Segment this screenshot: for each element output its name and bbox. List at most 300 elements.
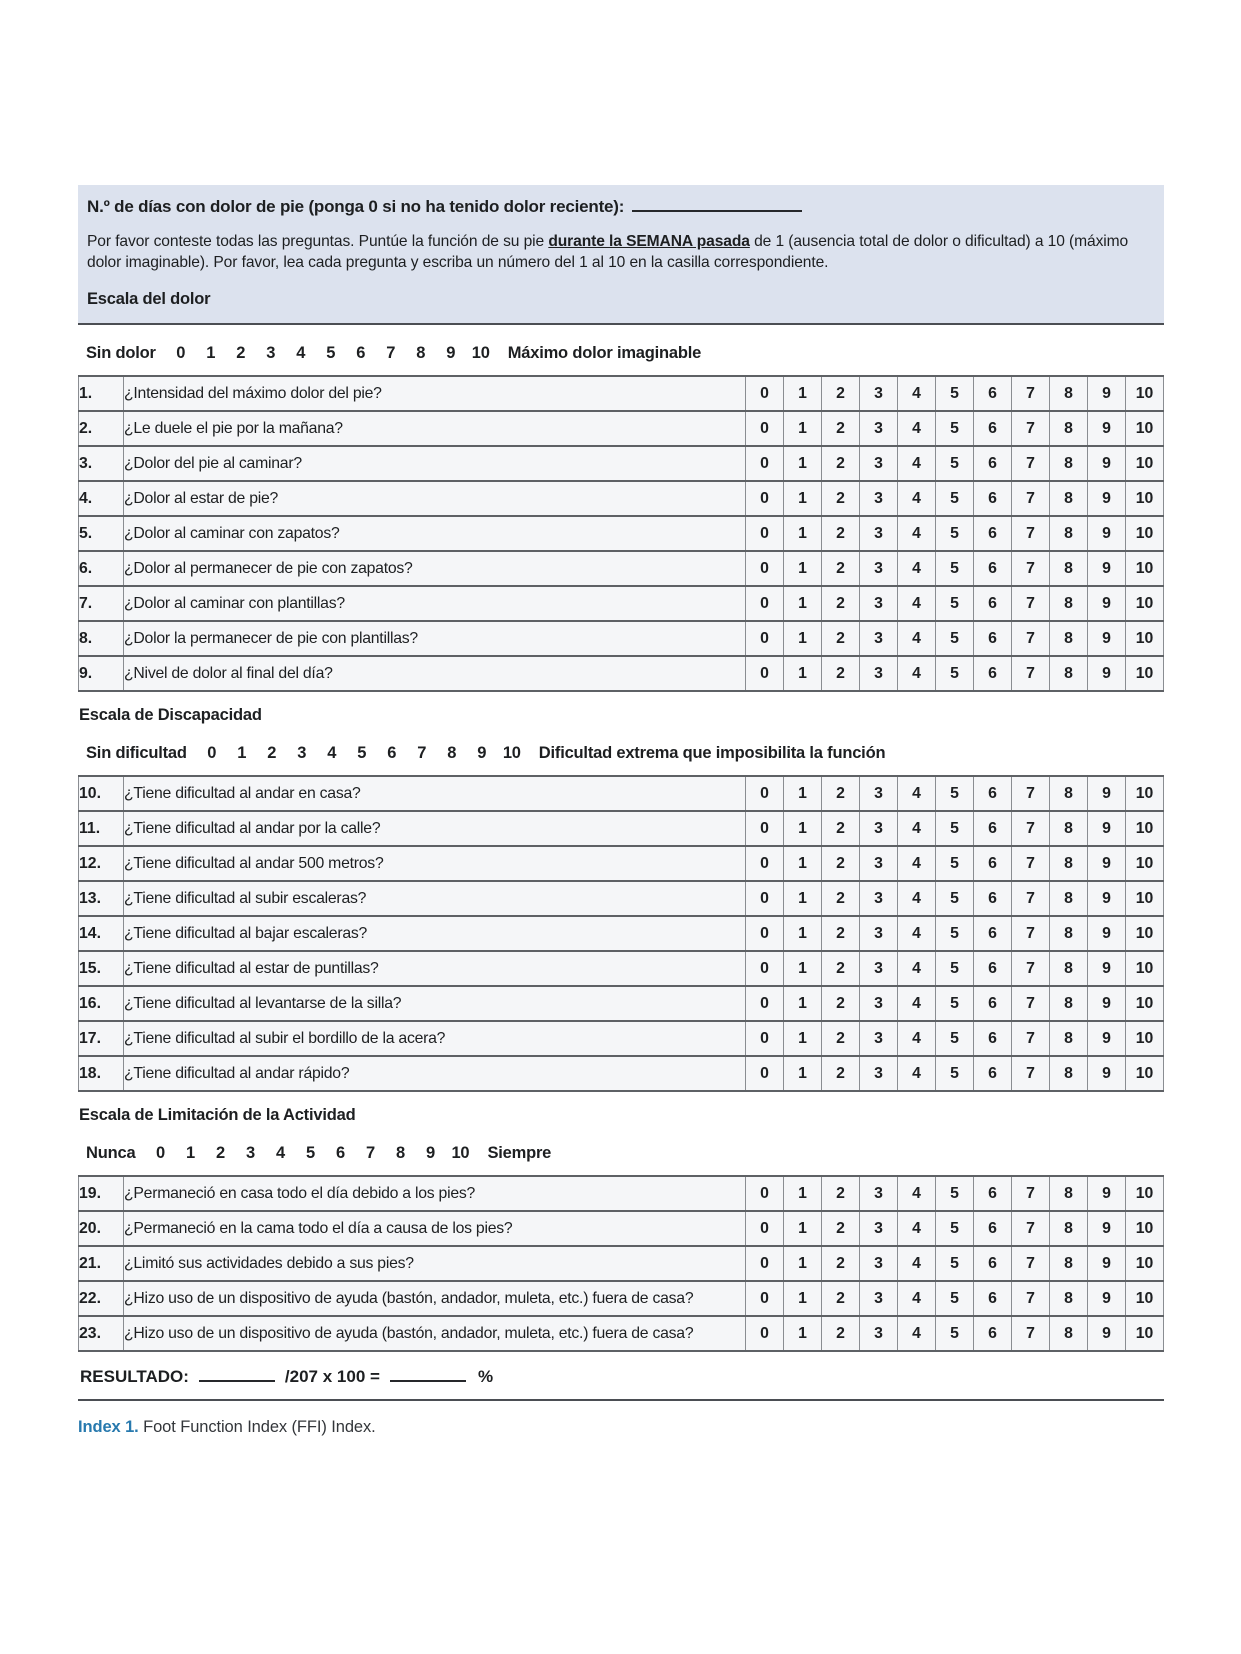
rating-cell[interactable]: 8 (1050, 1056, 1088, 1091)
rating-cell[interactable]: 3 (860, 1211, 898, 1246)
rating-cell[interactable]: 0 (746, 1056, 784, 1091)
question-row (79, 516, 1164, 551)
scale-number: 8 (395, 1144, 405, 1162)
rating-cell[interactable]: 8 (1050, 481, 1088, 516)
rating-cell[interactable]: 4 (898, 1316, 936, 1351)
rating-cell[interactable]: 1 (784, 1281, 822, 1316)
rating-cell[interactable]: 8 (1050, 986, 1088, 1021)
rating-cell[interactable]: 10 (1126, 1176, 1164, 1211)
rating-cell[interactable]: 10 (1126, 376, 1164, 411)
rating-cell[interactable]: 8 (1050, 551, 1088, 586)
rating-cell[interactable]: 9 (1088, 411, 1126, 446)
rating-cell[interactable]: 9 (1088, 621, 1126, 656)
rating-cell[interactable]: 1 (784, 446, 822, 481)
rating-cell[interactable]: 2 (822, 846, 860, 881)
rating-cell[interactable]: 3 (860, 881, 898, 916)
rating-cell[interactable]: 9 (1088, 846, 1126, 881)
rating-cell[interactable]: 4 (898, 656, 936, 691)
rating-cell[interactable]: 5 (936, 551, 974, 586)
rating-cell[interactable]: 5 (936, 1211, 974, 1246)
rating-cell[interactable]: 4 (898, 881, 936, 916)
result-score-blank[interactable] (199, 1367, 275, 1382)
rating-cell[interactable]: 7 (1012, 881, 1050, 916)
rating-cell[interactable]: 0 (746, 811, 784, 846)
rating-cell[interactable]: 9 (1088, 1056, 1126, 1091)
rating-cell[interactable]: 9 (1088, 811, 1126, 846)
rating-cell[interactable]: 6 (974, 481, 1012, 516)
rating-cell[interactable]: 8 (1050, 411, 1088, 446)
rating-cell[interactable]: 4 (898, 1176, 936, 1211)
rating-cell[interactable]: 0 (746, 376, 784, 411)
activity-limitation-section (78, 1106, 1164, 1352)
rating-cell[interactable]: 3 (860, 811, 898, 846)
rating-cell[interactable]: 0 (746, 1176, 784, 1211)
rating-cell[interactable]: 5 (936, 516, 974, 551)
scale-number: 6 (387, 744, 397, 762)
rating-cell[interactable]: 5 (936, 656, 974, 691)
rating-cell[interactable]: 3 (860, 621, 898, 656)
rating-cell[interactable]: 7 (1012, 446, 1050, 481)
rating-cell[interactable]: 5 (936, 1281, 974, 1316)
rating-cell[interactable]: 9 (1088, 516, 1126, 551)
rating-cell[interactable]: 5 (936, 916, 974, 951)
scale-number: 5 (357, 744, 367, 762)
rating-cell[interactable]: 2 (822, 881, 860, 916)
rating-cell[interactable]: 3 (860, 1281, 898, 1316)
section-title: Escala de Discapacidad (79, 706, 262, 724)
rating-cell[interactable]: 6 (974, 1281, 1012, 1316)
rating-cell[interactable]: 2 (822, 481, 860, 516)
rating-cell[interactable]: 1 (784, 951, 822, 986)
rating-cell[interactable]: 6 (974, 916, 1012, 951)
rating-cell[interactable]: 4 (898, 1281, 936, 1316)
rating-cell[interactable]: 4 (898, 446, 936, 481)
rating-cell[interactable]: 3 (860, 586, 898, 621)
rating-cell[interactable]: 10 (1126, 656, 1164, 691)
question-text: ¿Tiene dificultad al andar 500 metros? (124, 846, 746, 881)
rating-cell[interactable]: 1 (784, 621, 822, 656)
rating-cell[interactable]: 4 (898, 516, 936, 551)
rating-cell[interactable]: 2 (822, 376, 860, 411)
rating-cell[interactable]: 9 (1088, 916, 1126, 951)
rating-cell[interactable]: 9 (1088, 1176, 1126, 1211)
rating-cell[interactable]: 1 (784, 516, 822, 551)
rating-cell[interactable]: 1 (784, 1056, 822, 1091)
rating-cell[interactable]: 6 (974, 446, 1012, 481)
question-text: ¿Dolor al caminar con zapatos? (124, 516, 746, 551)
rating-cell[interactable]: 8 (1050, 811, 1088, 846)
rating-cell[interactable]: 2 (822, 1281, 860, 1316)
scale-left-label: Sin dolor (86, 344, 156, 362)
rating-cell[interactable]: 2 (822, 551, 860, 586)
rating-cell[interactable]: 9 (1088, 481, 1126, 516)
rating-cell[interactable]: 0 (746, 1021, 784, 1056)
rating-cell[interactable]: 3 (860, 1056, 898, 1091)
scale-number: 7 (365, 1144, 375, 1162)
rating-cell[interactable]: 10 (1126, 811, 1164, 846)
question-number: 23. (79, 1316, 124, 1351)
rating-cell[interactable]: 4 (898, 376, 936, 411)
rating-cell[interactable]: 4 (898, 811, 936, 846)
scale-number: 0 (207, 744, 217, 762)
rating-cell[interactable]: 5 (936, 411, 974, 446)
rating-cell[interactable]: 6 (974, 1021, 1012, 1056)
rating-cell[interactable]: 10 (1126, 621, 1164, 656)
result-percent-blank[interactable] (390, 1367, 466, 1382)
rating-cell[interactable]: 3 (860, 376, 898, 411)
scale-number: 6 (335, 1144, 345, 1162)
rating-cell[interactable]: 1 (784, 1021, 822, 1056)
rating-cell[interactable]: 9 (1088, 1281, 1126, 1316)
rating-cell[interactable]: 7 (1012, 656, 1050, 691)
question-row (79, 481, 1164, 516)
rating-cell[interactable]: 9 (1088, 586, 1126, 621)
rating-cell[interactable]: 5 (936, 481, 974, 516)
rating-cell[interactable]: 1 (784, 1211, 822, 1246)
rating-cell[interactable]: 9 (1088, 951, 1126, 986)
pain-scale-section (78, 344, 1164, 692)
rating-cell[interactable]: 2 (822, 446, 860, 481)
rating-cell[interactable]: 5 (936, 446, 974, 481)
rating-cell[interactable]: 7 (1012, 1021, 1050, 1056)
rating-cell[interactable]: 3 (860, 1246, 898, 1281)
rating-cell[interactable]: 5 (936, 1021, 974, 1056)
rating-cell[interactable]: 10 (1126, 846, 1164, 881)
rating-cell[interactable]: 2 (822, 811, 860, 846)
rating-cell[interactable]: 7 (1012, 376, 1050, 411)
rating-cell[interactable]: 7 (1012, 1316, 1050, 1351)
rating-cell[interactable]: 4 (898, 621, 936, 656)
question-text: ¿Tiene dificultad al subir el bordillo de la acera? (124, 1021, 746, 1056)
rating-cell[interactable]: 7 (1012, 916, 1050, 951)
question-row (79, 811, 1164, 846)
scale-right-label: Máximo dolor imaginable (507, 344, 702, 362)
rating-cell[interactable]: 10 (1126, 1056, 1164, 1091)
rating-cell[interactable]: 0 (746, 551, 784, 586)
rating-cell[interactable]: 6 (974, 586, 1012, 621)
rating-cell[interactable]: 2 (822, 1211, 860, 1246)
rating-cell[interactable]: 6 (974, 1056, 1012, 1091)
rating-cell[interactable]: 2 (822, 516, 860, 551)
rating-cell[interactable]: 3 (860, 481, 898, 516)
rating-cell[interactable]: 10 (1126, 516, 1164, 551)
rating-cell[interactable]: 8 (1050, 1316, 1088, 1351)
rating-cell[interactable]: 1 (784, 656, 822, 691)
rating-cell[interactable]: 5 (936, 881, 974, 916)
rating-cell[interactable]: 6 (974, 776, 1012, 811)
rating-cell[interactable]: 6 (974, 846, 1012, 881)
rating-cell[interactable]: 0 (746, 586, 784, 621)
question-row (79, 411, 1164, 446)
rating-cell[interactable]: 4 (898, 951, 936, 986)
rating-cell[interactable]: 1 (784, 1246, 822, 1281)
rating-cell[interactable]: 6 (974, 986, 1012, 1021)
rating-cell[interactable]: 6 (974, 516, 1012, 551)
rating-cell[interactable]: 0 (746, 446, 784, 481)
rating-cell[interactable]: 1 (784, 1316, 822, 1351)
rating-cell[interactable]: 1 (784, 481, 822, 516)
rating-cell[interactable]: 0 (746, 656, 784, 691)
rating-cell[interactable]: 8 (1050, 916, 1088, 951)
question-row (79, 551, 1164, 586)
result-formula: /207 x 100 = (284, 1367, 380, 1386)
rating-cell[interactable]: 10 (1126, 881, 1164, 916)
rating-cell[interactable]: 9 (1088, 446, 1126, 481)
rating-cell[interactable]: 7 (1012, 1246, 1050, 1281)
rating-cell[interactable]: 0 (746, 776, 784, 811)
rating-cell[interactable]: 2 (822, 1246, 860, 1281)
rating-cell[interactable]: 5 (936, 1056, 974, 1091)
rating-cell[interactable]: 6 (974, 1316, 1012, 1351)
rating-cell[interactable]: 3 (860, 551, 898, 586)
question-text: ¿Hizo uso de un dispositivo de ayuda (bastón, andador, muleta, etc.) fuera de casa? (124, 1281, 746, 1316)
rating-cell[interactable]: 2 (822, 986, 860, 1021)
rating-cell[interactable]: 3 (860, 846, 898, 881)
rating-cell[interactable]: 4 (898, 1056, 936, 1091)
rating-cell[interactable]: 4 (898, 586, 936, 621)
rating-cell[interactable]: 0 (746, 846, 784, 881)
rating-cell[interactable]: 2 (822, 1316, 860, 1351)
rating-cell[interactable]: 6 (974, 621, 1012, 656)
rating-cell[interactable]: 3 (860, 516, 898, 551)
rating-cell[interactable]: 7 (1012, 621, 1050, 656)
question-text: ¿Tiene dificultad al andar por la calle? (124, 811, 746, 846)
rating-cell[interactable]: 10 (1126, 411, 1164, 446)
rating-cell[interactable]: 0 (746, 621, 784, 656)
rating-cell[interactable]: 7 (1012, 516, 1050, 551)
rating-cell[interactable]: 4 (898, 481, 936, 516)
rating-cell[interactable]: 1 (784, 846, 822, 881)
rating-cell[interactable]: 7 (1012, 1281, 1050, 1316)
rating-cell[interactable]: 9 (1088, 656, 1126, 691)
rating-cell[interactable]: 2 (822, 411, 860, 446)
rating-cell[interactable]: 4 (898, 411, 936, 446)
scale-number: 2 (215, 1144, 225, 1162)
rating-cell[interactable]: 1 (784, 776, 822, 811)
rating-cell[interactable]: 2 (822, 1176, 860, 1211)
rating-cell[interactable]: 7 (1012, 481, 1050, 516)
rating-cell[interactable]: 8 (1050, 1281, 1088, 1316)
rating-cell[interactable]: 1 (784, 881, 822, 916)
rating-cell[interactable]: 8 (1050, 376, 1088, 411)
rating-cell[interactable]: 5 (936, 586, 974, 621)
rating-cell[interactable]: 10 (1126, 1021, 1164, 1056)
rating-cell[interactable]: 0 (746, 411, 784, 446)
question-row (79, 1211, 1164, 1246)
rating-cell[interactable]: 2 (822, 656, 860, 691)
scale-number: 4 (327, 744, 337, 762)
question-number: 22. (79, 1281, 124, 1316)
rating-cell[interactable]: 7 (1012, 551, 1050, 586)
rating-cell[interactable]: 10 (1126, 986, 1164, 1021)
rating-cell[interactable]: 8 (1050, 586, 1088, 621)
rating-cell[interactable]: 6 (974, 656, 1012, 691)
rating-cell[interactable]: 8 (1050, 1176, 1088, 1211)
rating-cell[interactable]: 7 (1012, 951, 1050, 986)
rating-cell[interactable]: 9 (1088, 776, 1126, 811)
rating-cell[interactable]: 4 (898, 1021, 936, 1056)
question-row (79, 376, 1164, 411)
scale-number: 10 (502, 744, 521, 762)
rating-cell[interactable]: 9 (1088, 1211, 1126, 1246)
rating-cell[interactable]: 4 (898, 551, 936, 586)
rating-cell[interactable]: 10 (1126, 916, 1164, 951)
rating-cell[interactable]: 9 (1088, 376, 1126, 411)
rating-cell[interactable]: 0 (746, 881, 784, 916)
rating-cell[interactable]: 6 (974, 1176, 1012, 1211)
rating-cell[interactable]: 8 (1050, 951, 1088, 986)
rating-cell[interactable]: 6 (974, 376, 1012, 411)
rating-cell[interactable]: 9 (1088, 1246, 1126, 1281)
rating-cell[interactable]: 7 (1012, 846, 1050, 881)
rating-cell[interactable]: 9 (1088, 881, 1126, 916)
rating-cell[interactable]: 0 (746, 516, 784, 551)
rating-cell[interactable]: 7 (1012, 1176, 1050, 1211)
rating-cell[interactable]: 2 (822, 916, 860, 951)
rating-cell[interactable]: 4 (898, 1211, 936, 1246)
rating-cell[interactable]: 10 (1126, 446, 1164, 481)
rating-cell[interactable]: 6 (974, 411, 1012, 446)
rating-cell[interactable]: 3 (860, 916, 898, 951)
scale-number: 3 (297, 744, 307, 762)
rating-cell[interactable]: 7 (1012, 811, 1050, 846)
rating-cell[interactable]: 8 (1050, 621, 1088, 656)
rating-cell[interactable]: 4 (898, 986, 936, 1021)
rating-cell[interactable]: 2 (822, 586, 860, 621)
rating-cell[interactable]: 7 (1012, 411, 1050, 446)
scale-number: 5 (305, 1144, 315, 1162)
days-answer-blank[interactable] (632, 197, 802, 212)
rating-cell[interactable]: 1 (784, 1176, 822, 1211)
rating-cell[interactable]: 0 (746, 1211, 784, 1246)
scale-number: 3 (245, 1144, 255, 1162)
rating-cell[interactable]: 6 (974, 1246, 1012, 1281)
rating-cell[interactable]: 8 (1050, 776, 1088, 811)
form-content (78, 185, 1164, 1437)
rating-cell[interactable]: 7 (1012, 776, 1050, 811)
scale-legend (86, 744, 1164, 763)
scale-legend (86, 344, 1164, 363)
rating-cell[interactable]: 3 (860, 1176, 898, 1211)
rating-cell[interactable]: 5 (936, 986, 974, 1021)
rating-cell[interactable]: 3 (860, 951, 898, 986)
rating-cell[interactable]: 0 (746, 481, 784, 516)
rating-cell[interactable]: 0 (746, 1316, 784, 1351)
rating-cell[interactable]: 4 (898, 1246, 936, 1281)
rating-cell[interactable]: 10 (1126, 551, 1164, 586)
rating-cell[interactable]: 1 (784, 986, 822, 1021)
rating-cell[interactable]: 7 (1012, 586, 1050, 621)
rating-cell[interactable]: 0 (746, 986, 784, 1021)
rating-cell[interactable]: 10 (1126, 1211, 1164, 1246)
rating-cell[interactable]: 10 (1126, 1316, 1164, 1351)
rating-cell[interactable]: 8 (1050, 881, 1088, 916)
rating-cell[interactable]: 3 (860, 411, 898, 446)
rating-cell[interactable]: 5 (936, 1246, 974, 1281)
rating-cell[interactable]: 0 (746, 1281, 784, 1316)
rating-cell[interactable]: 5 (936, 1176, 974, 1211)
rating-cell[interactable]: 5 (936, 951, 974, 986)
rating-cell[interactable]: 5 (936, 811, 974, 846)
rating-cell[interactable]: 9 (1088, 1021, 1126, 1056)
rating-cell[interactable]: 3 (860, 776, 898, 811)
rating-cell[interactable]: 7 (1012, 986, 1050, 1021)
rating-cell[interactable]: 6 (974, 951, 1012, 986)
rating-cell[interactable]: 0 (746, 1246, 784, 1281)
rating-cell[interactable]: 8 (1050, 446, 1088, 481)
rating-cell[interactable]: 7 (1012, 1211, 1050, 1246)
rating-cell[interactable]: 6 (974, 1211, 1012, 1246)
rating-cell[interactable]: 1 (784, 551, 822, 586)
rating-cell[interactable]: 1 (784, 811, 822, 846)
rating-cell[interactable]: 6 (974, 551, 1012, 586)
rating-cell[interactable]: 10 (1126, 481, 1164, 516)
rating-cell[interactable]: 8 (1050, 656, 1088, 691)
rating-cell[interactable]: 3 (860, 656, 898, 691)
rating-cell[interactable]: 0 (746, 916, 784, 951)
rating-cell[interactable]: 8 (1050, 1021, 1088, 1056)
rating-cell[interactable]: 9 (1088, 551, 1126, 586)
rating-cell[interactable]: 6 (974, 811, 1012, 846)
scale-number: 7 (386, 344, 396, 362)
scale-number: 0 (155, 1144, 165, 1162)
rating-cell[interactable]: 3 (860, 1021, 898, 1056)
rating-cell[interactable]: 3 (860, 986, 898, 1021)
rating-cell[interactable]: 4 (898, 916, 936, 951)
rating-cell[interactable]: 10 (1126, 776, 1164, 811)
rating-cell[interactable]: 4 (898, 846, 936, 881)
rating-cell[interactable]: 3 (860, 446, 898, 481)
rating-cell[interactable]: 1 (784, 376, 822, 411)
scale-number: 9 (477, 744, 487, 762)
rating-cell[interactable]: 2 (822, 951, 860, 986)
rating-cell[interactable]: 7 (1012, 1056, 1050, 1091)
scale-number: 1 (206, 344, 216, 362)
rating-cell[interactable]: 6 (974, 881, 1012, 916)
question-number: 19. (79, 1176, 124, 1211)
question-row (79, 1316, 1164, 1351)
rating-cell[interactable]: 5 (936, 1316, 974, 1351)
rating-cell[interactable]: 9 (1088, 986, 1126, 1021)
rating-cell[interactable]: 1 (784, 916, 822, 951)
rating-cell[interactable]: 8 (1050, 516, 1088, 551)
rating-cell[interactable]: 8 (1050, 1211, 1088, 1246)
rating-cell[interactable]: 2 (822, 621, 860, 656)
rating-cell[interactable]: 4 (898, 776, 936, 811)
question-table (78, 775, 1164, 1092)
rating-cell[interactable]: 8 (1050, 1246, 1088, 1281)
rating-cell[interactable]: 10 (1126, 951, 1164, 986)
question-text: ¿Tiene dificultad al estar de puntillas? (124, 951, 746, 986)
rating-cell[interactable]: 1 (784, 586, 822, 621)
rating-cell[interactable]: 2 (822, 776, 860, 811)
rating-cell[interactable]: 5 (936, 376, 974, 411)
rating-cell[interactable]: 9 (1088, 1316, 1126, 1351)
rating-cell[interactable]: 1 (784, 411, 822, 446)
rating-cell[interactable]: 2 (822, 1056, 860, 1091)
rating-cell[interactable]: 5 (936, 621, 974, 656)
rating-cell[interactable]: 0 (746, 951, 784, 986)
rating-cell[interactable]: 2 (822, 1021, 860, 1056)
rating-cell[interactable]: 10 (1126, 1281, 1164, 1316)
rating-cell[interactable]: 8 (1050, 846, 1088, 881)
rating-cell[interactable]: 5 (936, 776, 974, 811)
question-text: ¿Tiene dificultad al andar rápido? (124, 1056, 746, 1091)
rating-cell[interactable]: 3 (860, 1316, 898, 1351)
rating-cell[interactable]: 10 (1126, 1246, 1164, 1281)
rating-cell[interactable]: 10 (1126, 586, 1164, 621)
rating-cell[interactable]: 5 (936, 846, 974, 881)
